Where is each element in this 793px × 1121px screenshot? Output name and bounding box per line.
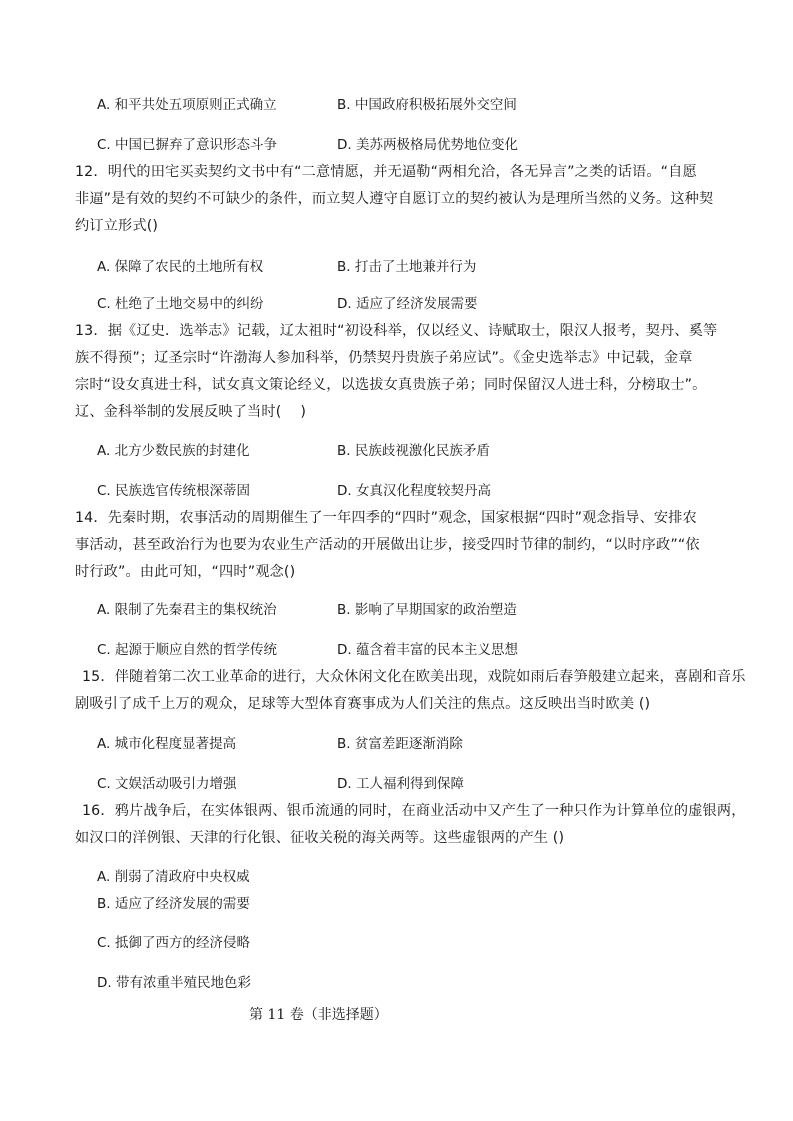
q16-option-b: B. 适应了经济发展的需要: [97, 896, 250, 912]
q12-option-d: D. 适应了经济发展需要: [337, 296, 478, 312]
q13-stem-line-2: 族不得预”；辽圣宗时“许渤海人参加科举，仍禁契丹贵族子弟应试”。《金史选举志》中记载，金章: [75, 350, 693, 366]
q13-option-c: C. 民族选官传统根深蒂固: [97, 483, 251, 499]
q11-option-d: D. 美苏两极格局优势地位变化: [337, 137, 518, 153]
q16-stem-line-1: 16．鸦片战争后，在实体银两、银币流通的同时，在商业活动中又产生了一种只作为计算单位的虚银两，: [82, 803, 746, 819]
q16-option-a: A. 削弱了清政府中央权威: [97, 869, 250, 885]
q12-option-a: A. 保障了农民的土地所有权: [97, 259, 264, 275]
q11-option-b: B. 中国政府积极拓展外交空间: [337, 97, 517, 113]
q14-option-d: D. 蕴含着丰富的民本主义思想: [337, 642, 518, 658]
q15-option-d: D. 工人福利得到保障: [337, 776, 464, 792]
q14-stem-line-2: 事活动，甚至政治行为也要为农业生产活动的开展做出让步，接受四时节律的制约，“以时序政”“依: [75, 537, 700, 553]
q16-option-d: D. 带有浓重半殖民地色彩: [97, 975, 251, 991]
q13-stem-line-3: 宗时“设女真进士科，试女真文策论经义，以选拔女真贵族子弟；同时保留汉人进士科，分榜取士”。: [75, 377, 707, 393]
q12-stem-line-1: 12．明代的田宅买卖契约文书中有“二意情愿，并无逼勒“两相允洽，各无异言”之类的话语。“自愿: [75, 164, 697, 180]
q13-option-b: B. 民族歧视激化民族矛盾: [337, 443, 490, 459]
q12-option-c: C. 杜绝了土地交易中的纠纷: [97, 296, 264, 312]
q16-stem-line-2: 如汉口的洋例银、天津的行化银、征收关税的海关两等。这些虚银两的产生 (): [75, 830, 565, 846]
q13-stem-line-1: 13．据《辽史．选举志》记载，辽太祖时“初设科举，仅以经义、诗赋取士，限汉人报考，契丹、奚等: [75, 323, 718, 339]
q13-stem-line-4: 辽、金科举制的发展反映了当时( ): [75, 404, 307, 420]
q15-stem-line-2: 剧吸引了成千上万的观众，足球等大型体育赛事成为人们关注的焦点。这反映出当时欧美 (): [75, 696, 651, 712]
q11-option-a: A. 和平共处五项原则正式确立: [97, 97, 277, 113]
q14-stem-line-1: 14．先秦时期，农事活动的周期催生了一年四季的“四时”观念，国家根据“四时”观念指导、安排农: [75, 510, 697, 526]
q14-stem-line-3: 时行政”。由此可知，“四时”观念(): [75, 564, 296, 580]
q14-option-c: C. 起源于顺应自然的哲学传统: [97, 642, 278, 658]
q15-stem-line-1: 15．伴随着第二次工业革命的进行，大众休闲文化在欧美出现，戏院如雨后春笋般建立起来，喜剧和音乐: [82, 669, 746, 685]
q13-option-a: A. 北方少数民族的封建化: [97, 443, 250, 459]
q16-option-c: C. 抵御了西方的经济侵略: [97, 935, 251, 951]
q12-option-b: B. 打击了土地兼并行为: [337, 259, 477, 275]
q11-option-c: C. 中国已摒弃了意识形态斗争: [97, 137, 278, 153]
section-heading: 第 11 卷（非选择题）: [249, 1007, 388, 1023]
q13-option-d: D. 女真汉化程度较契丹高: [337, 483, 491, 499]
q14-option-b: B. 影响了早期国家的政治塑造: [337, 602, 517, 618]
q15-option-c: C. 文娱活动吸引力增强: [97, 776, 237, 792]
q12-stem-line-3: 约订立形式(): [75, 218, 159, 234]
q14-option-a: A. 限制了先秦君主的集权统治: [97, 602, 277, 618]
q12-stem-line-2: 非逼”是有效的契约不可缺少的条件，而立契人遵守自愿订立的契约被认为是理所当然的义务。这种契: [75, 191, 714, 207]
q15-option-b: B. 贫富差距逐渐消除: [337, 736, 463, 752]
q15-option-a: A. 城市化程度显著提高: [97, 736, 237, 752]
